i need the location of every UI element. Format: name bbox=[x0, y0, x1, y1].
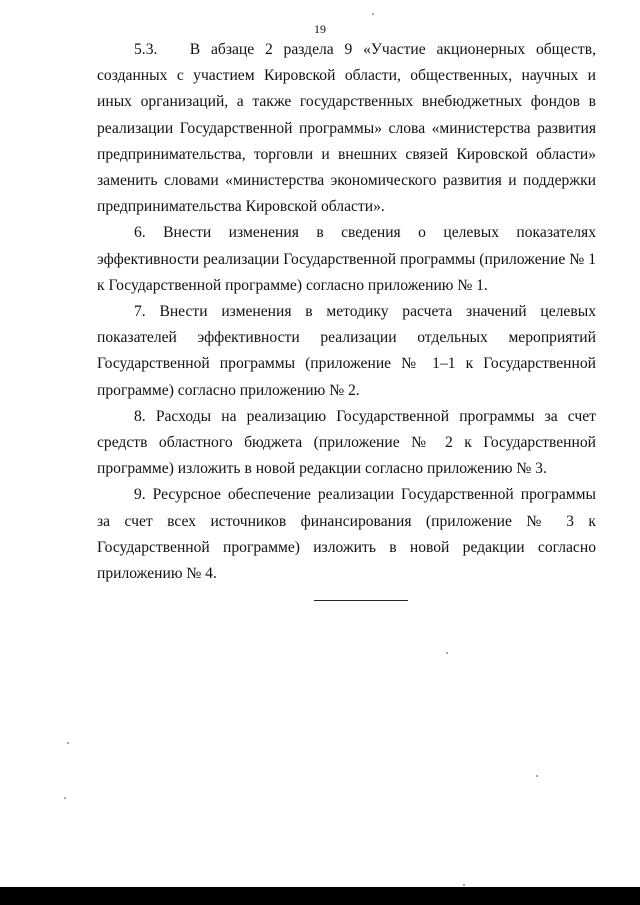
paragraph-9: 9. Ресурсное обеспечение реализации Государственной программы за счет всех источников финансирования (приложение № 3 к Государственной программе) изложить в новой редакции согласно приложению № 4. bbox=[97, 486, 596, 583]
paragraph-5-3: 5.3. В абзаце 2 раздела 9 «Участие акционерных обществ, созданных с участием Кировской области, общественных, научных и иных организаций, а также государственных внебюджетных фондов в реализации Государственной программы» слова «министерства развития предпринимательства, торговли и внешних связей Кировской области» заменить словами «министерства экономического развития и поддержки предпринимательства Кировской области». bbox=[97, 41, 596, 216]
paragraph-6: 6. Внести изменения в сведения о целевых показателях эффективности реализации Государственной программы (приложение № 1 к Государственной программе) согласно приложению № 1. bbox=[97, 224, 596, 294]
scan-speck bbox=[446, 652, 448, 654]
scan-bottom-edge bbox=[0, 887, 640, 905]
scan-speck bbox=[463, 884, 465, 886]
paragraph-7: 7. Внести изменения в методику расчета значений целевых показателей эффективности реализации отдельных мероприятий Государственной программы (приложение № 1–1 к Государственной программе) согласно приложению № 2. bbox=[97, 303, 596, 399]
scan-speck bbox=[372, 13, 374, 15]
document-body bbox=[97, 37, 596, 587]
scan-speck bbox=[67, 742, 69, 744]
scan-speck bbox=[536, 775, 538, 777]
paragraph-8: 8. Расходы на реализацию Государственной программы за счет средств областного бюджета (приложение № 2 к Государственной программе) изложить в новой редакции согласно приложению № 3. bbox=[97, 407, 596, 478]
scan-speck bbox=[64, 797, 66, 799]
end-of-text-rule bbox=[314, 600, 408, 601]
page-number: 19 bbox=[314, 22, 326, 36]
